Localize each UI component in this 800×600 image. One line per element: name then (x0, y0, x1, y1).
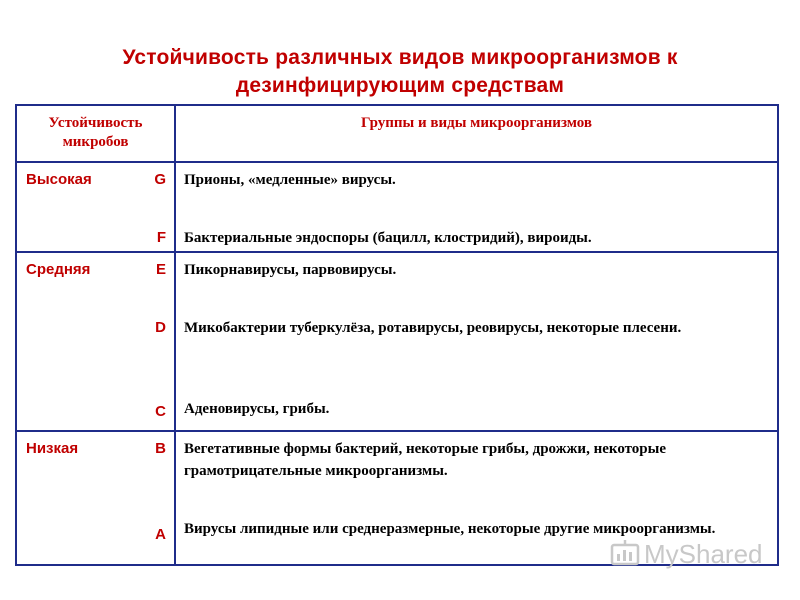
class-letter-c: C (155, 403, 166, 420)
class-letter-d: D (155, 319, 166, 336)
class-letter-f: F (156, 229, 166, 246)
group-item: Бактериальные эндоспоры (бацилл, клостридий), вироиды. (184, 230, 592, 246)
myshared-logo-icon (610, 539, 640, 577)
header-groups: Группы и виды микроорганизмов (360, 115, 593, 131)
group-item: Прионы, «медленные» вирусы. (184, 172, 396, 188)
table-row-high (16, 162, 778, 252)
level-label-medium: Средняя (26, 261, 91, 278)
watermark (610, 537, 763, 571)
header-cell-groups (175, 105, 778, 162)
class-letter-g: G (154, 171, 166, 188)
groups-cell-medium (175, 252, 778, 431)
header-resistance: Устойчивость микробов (48, 115, 143, 150)
table-row-medium (16, 252, 778, 431)
header-cell-resistance (16, 105, 175, 162)
level-cell-low (16, 431, 175, 565)
group-item: Вирусы липидные или среднеразмерные, некоторые другие микроорганизмы. (184, 521, 716, 537)
level-label-high: Высокая (26, 171, 92, 188)
group-item: Аденовирусы, грибы. (184, 401, 330, 417)
resistance-table (15, 104, 779, 566)
class-letter-e: E (155, 261, 166, 278)
class-letter-a: A (155, 526, 166, 543)
class-letter-b: B (155, 440, 166, 457)
watermark-text: MyShared (644, 539, 763, 569)
group-item: Пикорнавирусы, парвовирусы. (184, 262, 397, 278)
group-item: Микобактерии туберкулёза, ротавирусы, реовирусы, некоторые плесени. (184, 320, 682, 336)
level-cell-medium (16, 252, 175, 431)
groups-cell-high (175, 162, 778, 252)
slide-title: Устойчивость различных видов микроорганизмов к дезинфицирующим средствам (122, 46, 678, 97)
table-header-row (16, 105, 778, 162)
level-label-low: Низкая (26, 440, 79, 457)
group-item: Вегетативные формы бактерий, некоторые грибы, дрожжи, некоторые грамотрицательные микроорганизмы. (184, 441, 667, 479)
level-cell-high (16, 162, 175, 252)
